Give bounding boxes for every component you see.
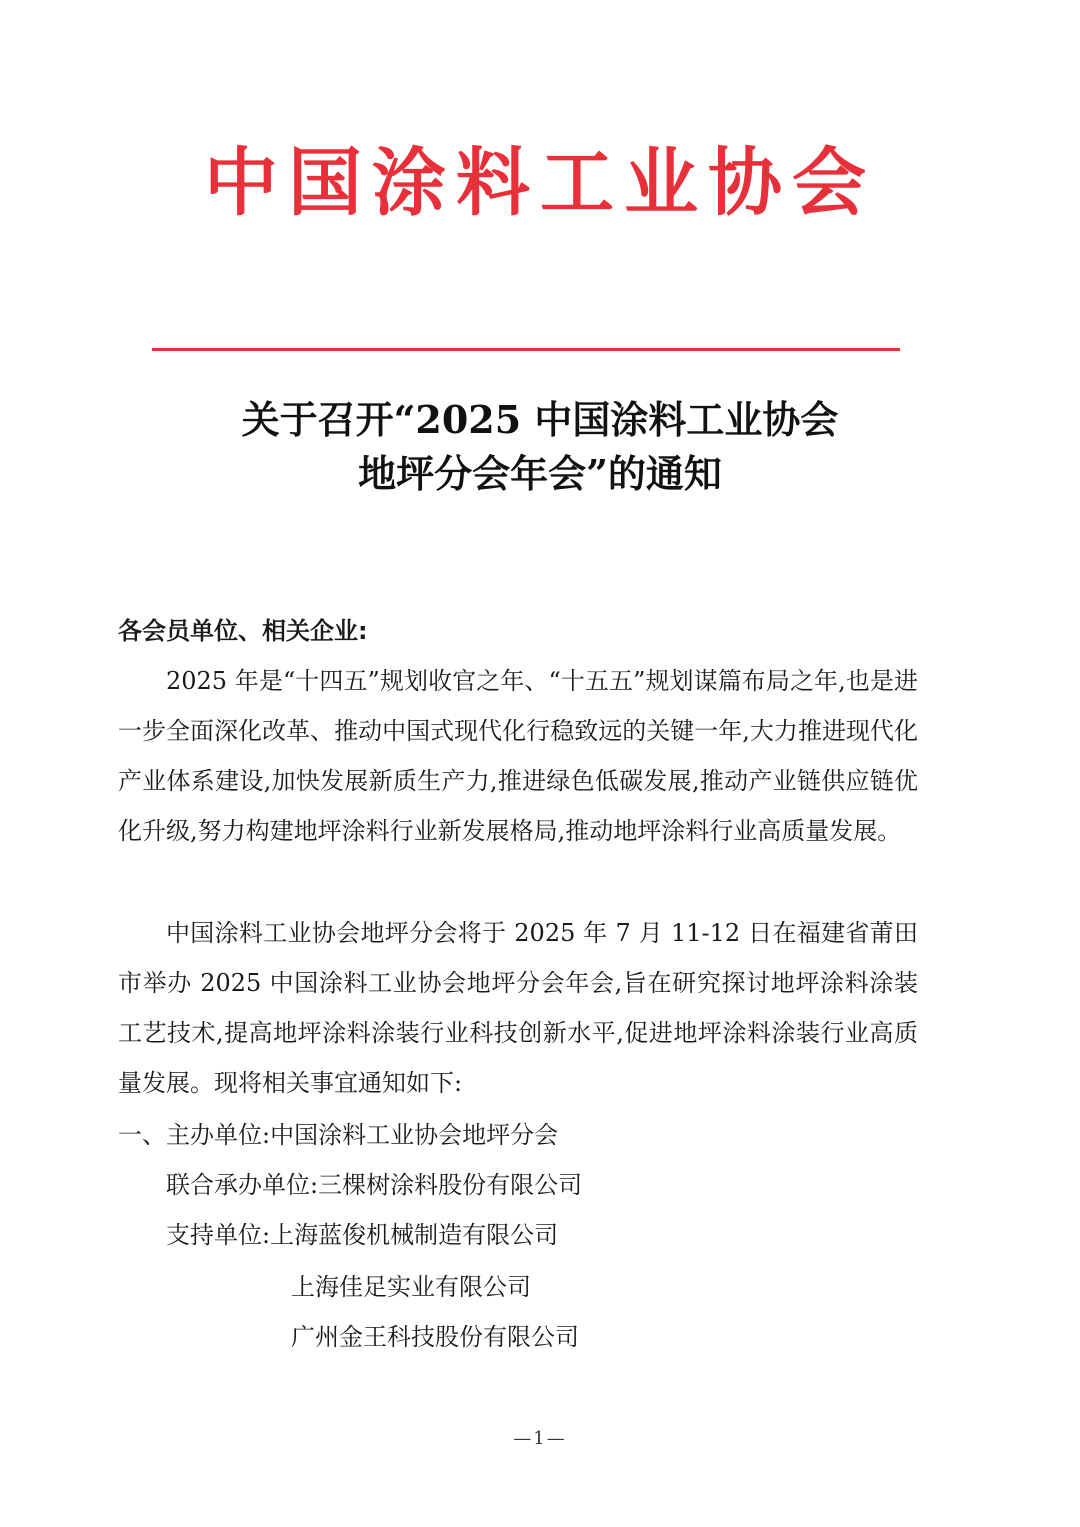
organizer-co-host: 联合承办单位:三棵树涂料股份有限公司	[166, 1171, 583, 1199]
org-letterhead-title: 中国涂料工业协会	[204, 140, 876, 226]
notice-title-line-1: 关于召开“2025 中国涂料工业协会	[241, 397, 839, 442]
notice-title-line-2: 地坪分会年会”的通知	[358, 451, 722, 496]
page-number: —1—	[513, 1428, 567, 1449]
paragraph-2: 中国涂料工业协会地坪分会将于 2025 年 7 月 11-12 日在福建省莆田市举办 2025 中国涂料工业协会地坪分会年会,旨在研究探讨地坪涂料涂装工艺技术,提高地坪涂料涂装行业科技创新水平,促进地坪涂料涂装行业高质量发展。现将相关事宜通知如下:	[118, 919, 918, 1097]
organizer-support-1: 支持单位:上海蓝俊机械制造有限公司	[166, 1221, 559, 1249]
paragraph-1: 2025 年是“十四五”规划收官之年、“十五五”规划谋篇布局之年,也是进一步全面深化改革、推动中国式现代化行稳致远的关键一年,大力推进现代化产业体系建设,加快发展新质生产力,推进绿色低碳发展,推动产业链供应链优化升级,努力构建地坪涂料行业新发展格局,推动地坪涂料行业高质量发展。	[118, 667, 918, 845]
salutation: 各会员单位、相关企业:	[118, 617, 368, 645]
organizer-support-2: 上海佳足实业有限公司	[291, 1273, 531, 1301]
organizer-host: 一、主办单位:中国涂料工业协会地坪分会	[118, 1121, 559, 1149]
organizer-support-3: 广州金王科技股份有限公司	[291, 1323, 579, 1351]
letterhead-red-rule	[152, 348, 900, 351]
